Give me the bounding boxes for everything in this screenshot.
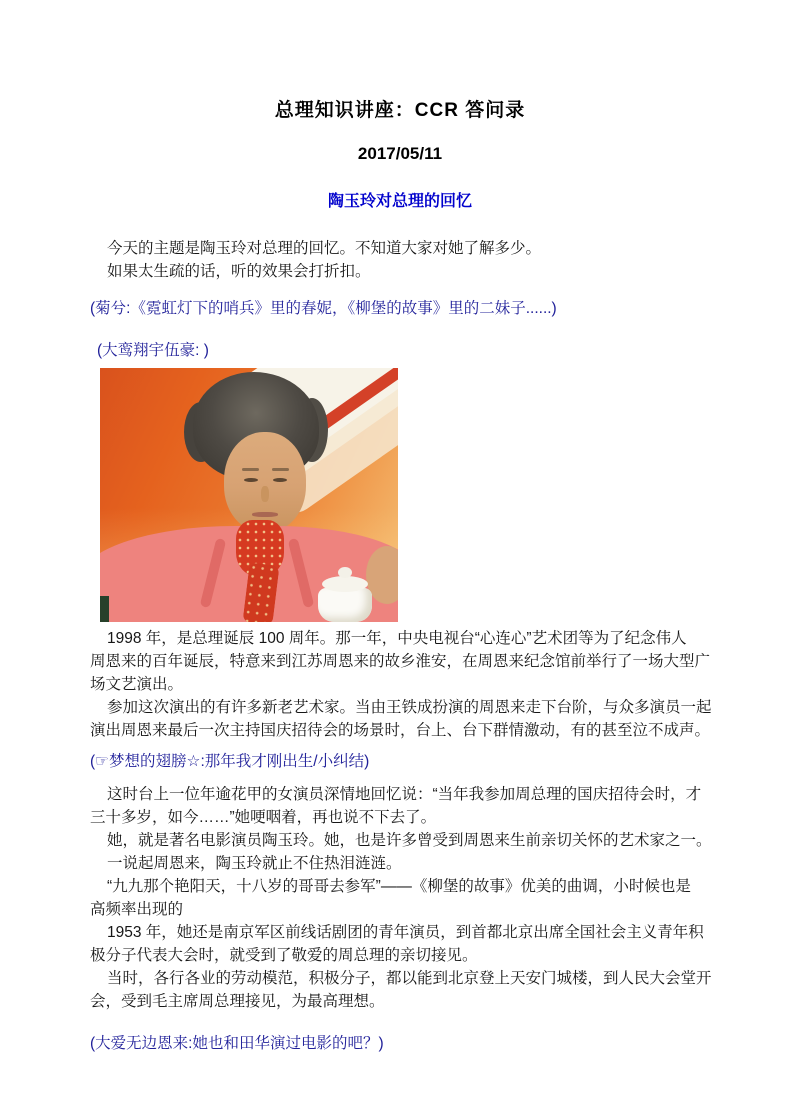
- text-line: 如果太生疏的话，听的效果会打折扣。: [107, 263, 371, 280]
- text-line: 她，就是著名电影演员陶玉玲。她，也是许多曾受到周恩来生前亲切关怀的艺术家之一。: [107, 832, 712, 849]
- woman-eyebrow-left: [242, 468, 259, 471]
- annotation-line: (大爱无边恩来:她也和田华演过电影的吧？): [90, 1035, 384, 1052]
- teacup-knob: [338, 567, 352, 578]
- doc-title: 总理知识讲座：CCR 答问录: [274, 100, 526, 121]
- annotation-line: (菊兮:《霓虹灯下的哨兵》里的春妮，《柳堡的故事》里的二妹子......): [90, 300, 557, 317]
- text-line: “九九那个艳阳天，十八岁的哥哥去参军”——《柳堡的故事》优美的曲调，小时候也是: [107, 878, 691, 895]
- teacup-lid: [322, 576, 368, 592]
- text-line: 演出周恩来最后一次主持国庆招待会的场景时，台上、台下群情激动，有的甚至泣不成声。: [90, 722, 711, 739]
- text-line: 这时台上一位年逾花甲的女演员深情地回忆说：“当年我参加周总理的国庆招待会时，才: [107, 786, 702, 803]
- text-line: 会，受到毛主席周总理接见，为最高理想。: [90, 993, 385, 1010]
- text-line: 1998 年，是总理诞辰 100 周年。那一年，中央电视台“心连心”艺术团等为了纪念伟人: [107, 630, 687, 647]
- woman-eye-left: [244, 478, 258, 482]
- doc-date: 2017/05/11: [357, 144, 443, 163]
- annotation-line: (☞梦想的翅膀☆:那年我才刚出生/小纠结): [90, 753, 370, 770]
- teacup: [318, 588, 372, 622]
- text-line: 高频率出现的: [90, 901, 184, 918]
- text-line: 场文艺演出。: [90, 676, 184, 693]
- photo-tao-yuling: [100, 368, 398, 622]
- woman-face: [224, 432, 306, 532]
- paragraphs-top: [90, 237, 730, 362]
- woman-eye-right: [273, 478, 287, 482]
- text-line: 1953 年，她还是南京军区前线话剧团的青年演员，到首都北京出席全国社会主义青年积: [107, 924, 704, 941]
- text-line: 当时，各行各业的劳动模范，积极分子，都以能到北京登上天安门城楼，到人民大会堂开: [107, 970, 712, 987]
- woman-mouth: [252, 512, 278, 517]
- green-chair-edge: [100, 596, 109, 622]
- annotation-line: (大鸾翔宇伍豪: ): [97, 342, 209, 359]
- woman-nose: [261, 486, 269, 502]
- text-line: 一说起周恩来，陶玉玲就止不住热泪涟涟。: [107, 855, 402, 872]
- text-line: 三十多岁，如今……”她哽咽着，再也说不下去了。: [90, 809, 437, 826]
- woman-eyebrow-right: [272, 468, 289, 471]
- text-line: 参加这次演出的有许多新老艺术家。当由王铁成扮演的周恩来走下台阶，与众多演员一起: [107, 699, 712, 716]
- paragraphs-bottom: [90, 627, 730, 1055]
- section-heading: 陶玉玲对总理的回忆: [327, 193, 472, 210]
- text-line: 极分子代表大会时，就受到了敬爱的周总理的亲切接见。: [90, 947, 478, 964]
- text-line: 今天的主题是陶玉玲对总理的回忆。不知道大家对她了解多少。: [107, 240, 542, 257]
- text-line: 周恩来的百年诞辰，特意来到江苏周恩来的故乡淮安，在周恩来纪念馆前举行了一场大型广: [90, 653, 711, 670]
